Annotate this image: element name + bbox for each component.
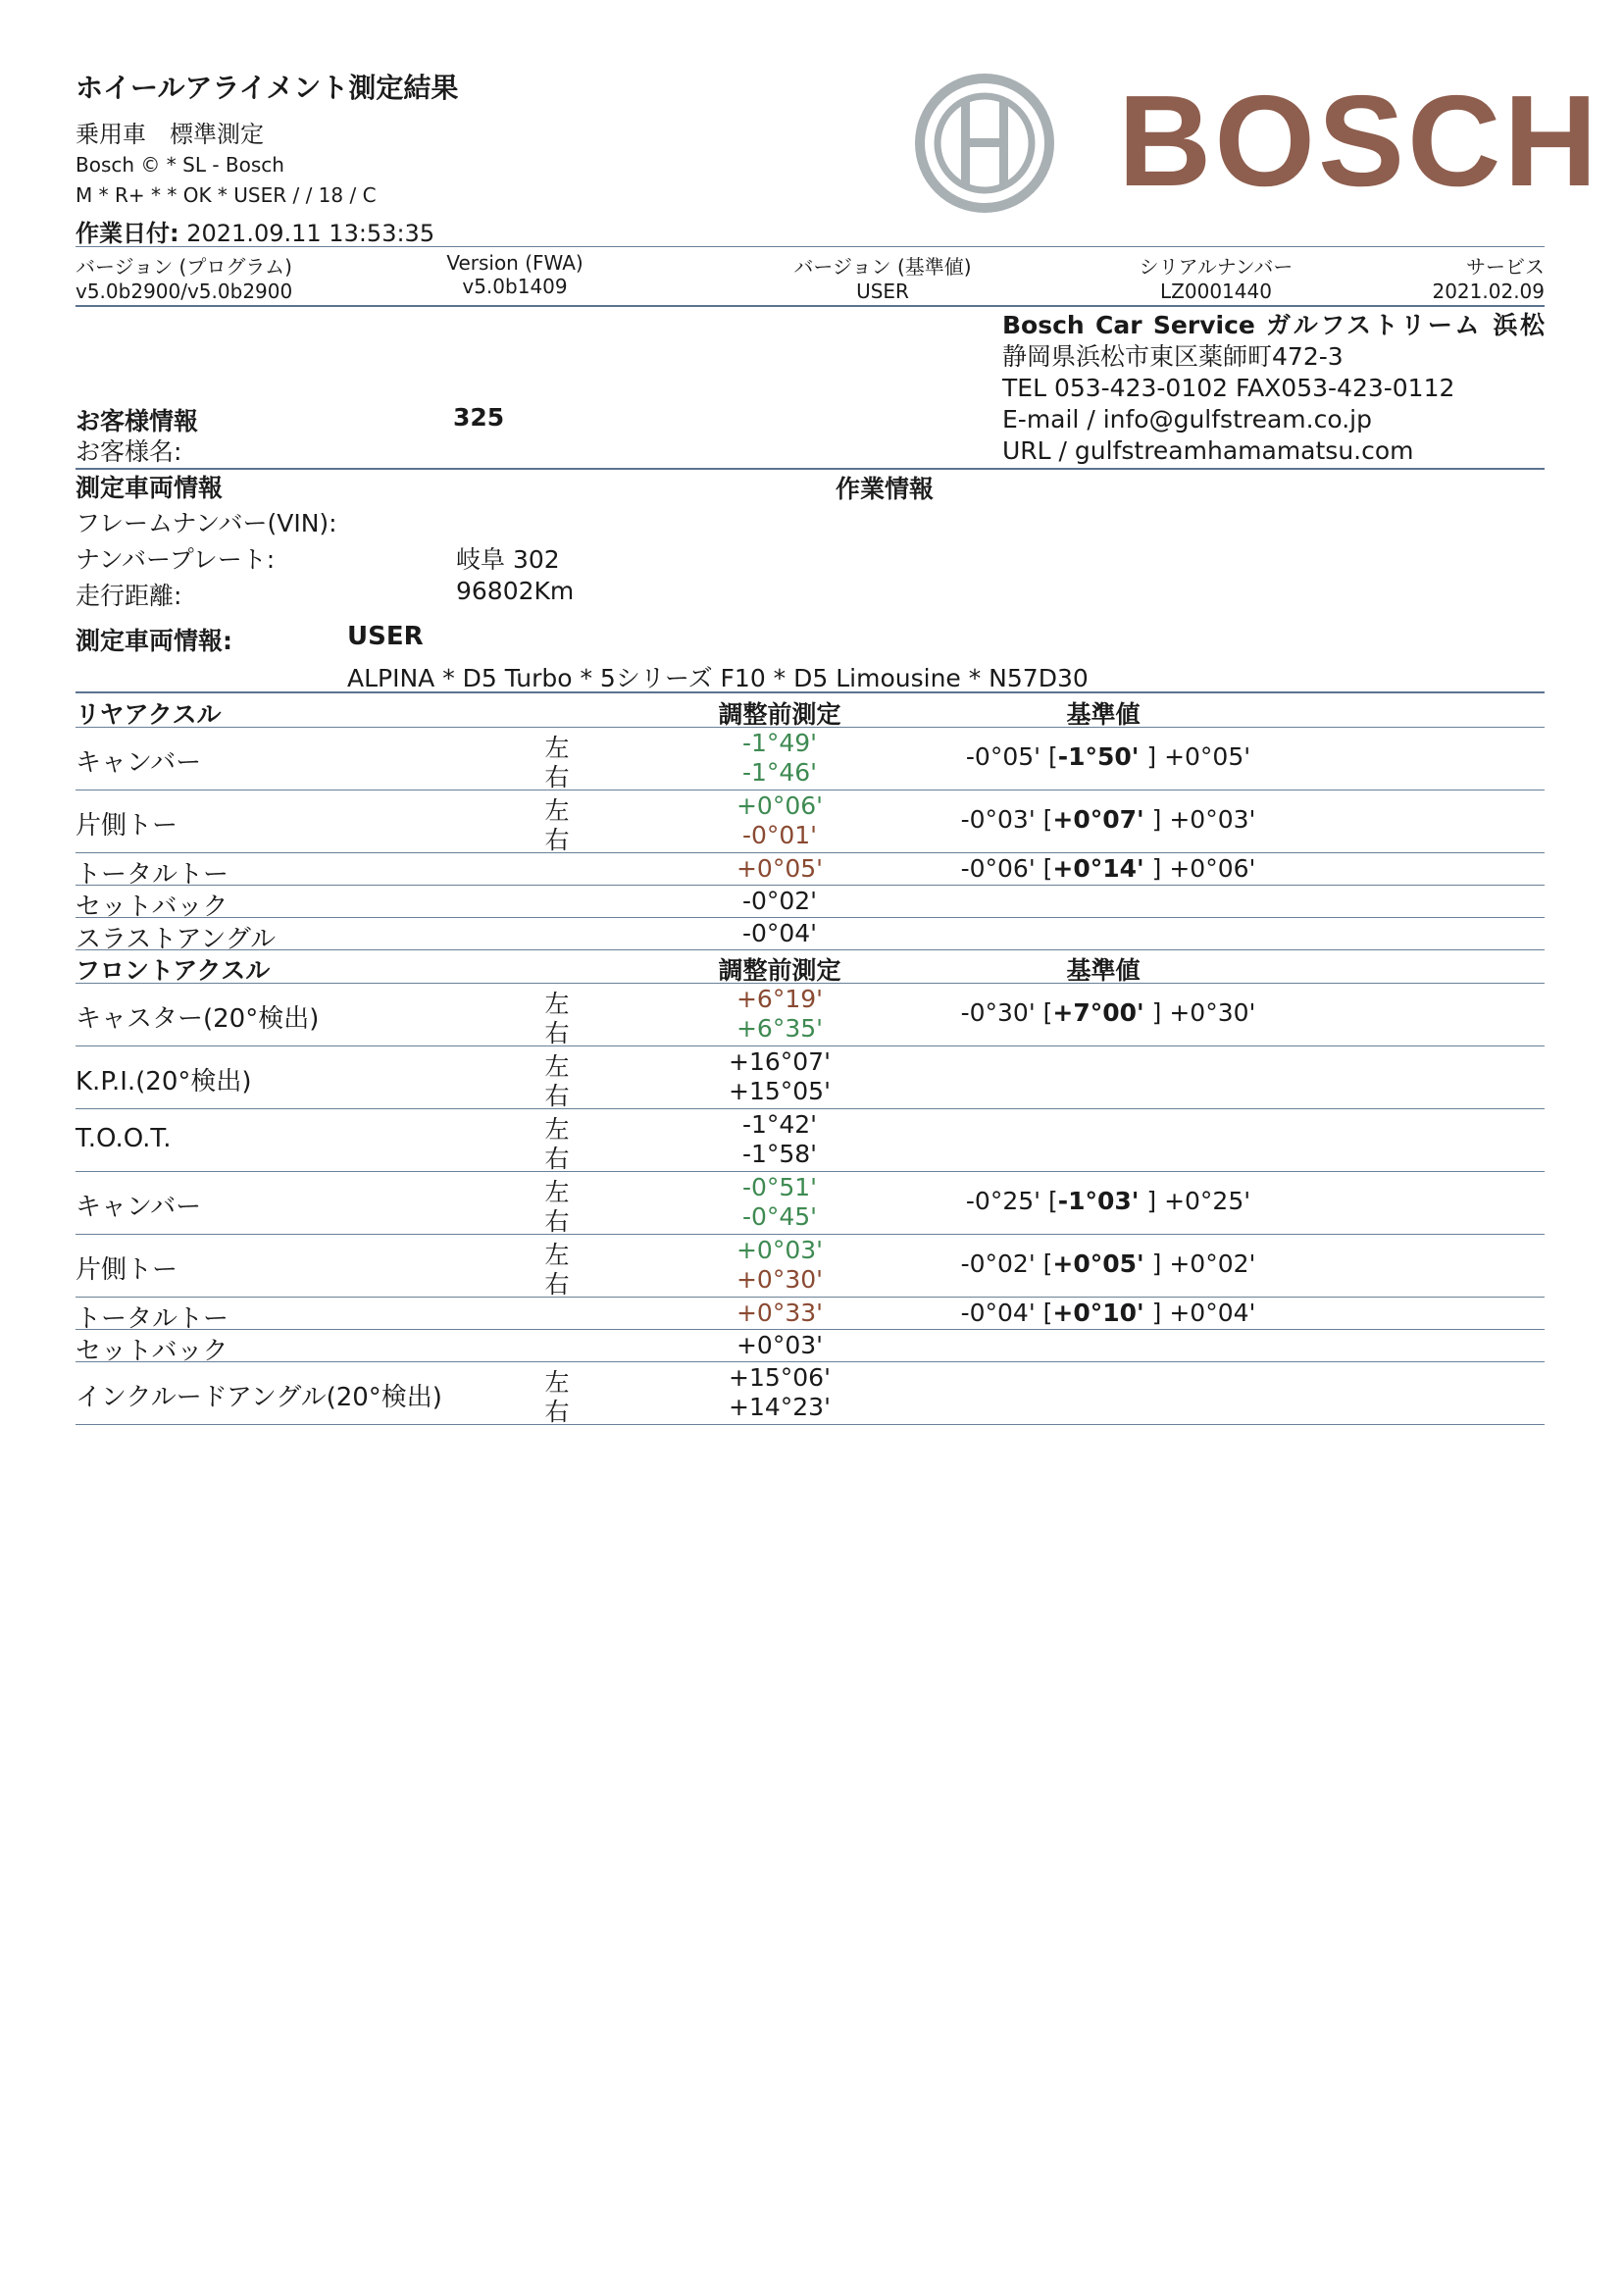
right-value: +14°23' — [729, 1393, 831, 1421]
vehicle-info-label: 測定車両情報: — [76, 627, 232, 655]
version-fwa-value: v5.0b1409 — [462, 275, 568, 298]
left-value: +16°07' — [729, 1047, 831, 1076]
customer-info-label: お客様情報 — [76, 407, 199, 435]
spec-max: ] +0°05' — [1139, 742, 1251, 771]
spec-min: -0°25' [ — [965, 1187, 1058, 1215]
header-line-1: Bosch © * SL - Bosch — [76, 153, 284, 177]
serial-number-value: LZ0001440 — [1160, 280, 1272, 303]
divider — [76, 1234, 1545, 1235]
mileage-value: 96802Km — [456, 577, 575, 605]
spec-min: -0°05' [ — [965, 742, 1058, 771]
front-axle-row-label: 片側トー — [76, 1255, 178, 1285]
shop-address: 静岡県浜松市東区薬師町472-3 — [1002, 342, 1344, 371]
rear-axle-row-label: 片側トー — [76, 811, 178, 841]
spec-nominal: +0°10' — [1052, 1299, 1144, 1327]
vehicle-info-value1: USER — [347, 622, 424, 651]
version-fwa — [412, 251, 618, 298]
right-value: +0°30' — [736, 1265, 824, 1294]
spec-max: ] +0°02' — [1143, 1249, 1256, 1278]
right-side-label: 右 — [544, 826, 570, 854]
spec-range — [922, 805, 1294, 834]
spec-range — [922, 1249, 1294, 1278]
version-spec-label: バージョン (基準値) — [793, 255, 972, 279]
divider — [76, 305, 1545, 307]
spec-min: -0°03' [ — [960, 805, 1053, 834]
spec-range — [922, 998, 1294, 1027]
work-date-value: 2021.09.11 13:53:35 — [186, 220, 435, 247]
divider — [76, 468, 1545, 470]
right-side-label: 右 — [544, 1082, 570, 1110]
left-value: +15°06' — [729, 1363, 831, 1392]
customer-info-value: 325 — [453, 403, 505, 432]
value: +0°03' — [736, 1331, 824, 1359]
divider — [76, 1329, 1545, 1330]
left-value: -1°42' — [741, 1110, 818, 1139]
left-value: +6°19' — [736, 985, 824, 1013]
left-side-label: 左 — [544, 1178, 570, 1206]
report-subtitle: 乗用車 標準測定 — [76, 121, 264, 148]
shop-name: Bosch Car Service ガルフストリーム 浜松 — [1002, 311, 1545, 339]
spec-range — [922, 742, 1294, 771]
version-spec — [765, 251, 1000, 303]
right-value: +6°35' — [736, 1014, 824, 1043]
front-axle-row-label: T.O.O.T. — [76, 1124, 172, 1153]
divider — [76, 1424, 1545, 1425]
right-side-label: 右 — [544, 1270, 570, 1299]
spec-nominal: -1°50' — [1057, 742, 1140, 771]
vehicle-section-label: 測定車両情報 — [76, 474, 224, 502]
right-side-label: 右 — [544, 1207, 570, 1236]
rear-axle-row-label: スラストアングル — [76, 925, 277, 954]
right-value: -0°01' — [741, 821, 818, 849]
rear-axle-row-label: セットバック — [76, 892, 228, 922]
left-side-label: 左 — [544, 990, 570, 1018]
divider — [76, 1361, 1545, 1362]
right-value: -1°58' — [741, 1140, 818, 1168]
left-side-label: 左 — [544, 1241, 570, 1269]
right-value: -0°45' — [741, 1202, 818, 1231]
value: -0°04' — [741, 919, 818, 947]
right-side-label: 右 — [544, 1019, 570, 1047]
spec-min: -0°30' [ — [960, 998, 1053, 1027]
version-fwa-label: Version (FWA) — [446, 251, 584, 275]
spec-max: ] +0°04' — [1143, 1299, 1256, 1327]
right-side-label: 右 — [544, 1145, 570, 1173]
divider — [76, 983, 1545, 984]
shop-info — [1002, 310, 1545, 467]
divider — [76, 852, 1545, 853]
front-axle-row-label: キャンバー — [76, 1193, 202, 1222]
spec-nominal: +7°00' — [1052, 998, 1144, 1027]
spec-nominal: +0°05' — [1052, 1249, 1144, 1278]
value: -0°02' — [741, 887, 818, 915]
right-side-label: 右 — [544, 763, 570, 791]
spec-nominal: -1°03' — [1057, 1187, 1140, 1215]
serial-number-label: シリアルナンバー — [1139, 255, 1294, 279]
version-program-label: バージョン (プログラム) — [76, 255, 292, 279]
value: +0°05' — [736, 854, 824, 883]
right-side-label: 右 — [544, 1398, 570, 1426]
mileage-label: 走行距離: — [76, 582, 182, 610]
spec-max: ] +0°30' — [1143, 998, 1256, 1027]
left-value: -0°51' — [741, 1173, 818, 1201]
version-spec-value: USER — [856, 280, 909, 303]
front-axle-title: フロントアクスル — [76, 956, 271, 985]
right-value: -1°46' — [741, 758, 818, 787]
divider — [76, 691, 1545, 693]
plate-label: ナンバープレート: — [76, 545, 276, 574]
front-axle-row-label: キャスター(20°検出) — [76, 1004, 320, 1034]
divider — [76, 917, 1545, 918]
spec-range — [922, 1299, 1294, 1327]
spec-min: -0°02' [ — [960, 1249, 1053, 1278]
value: +0°33' — [736, 1299, 824, 1327]
version-program — [76, 251, 292, 303]
customer-name-label: お客様名: — [76, 437, 182, 466]
divider — [76, 885, 1545, 886]
work-date-label: 作業日付: — [76, 220, 179, 247]
spec-min: -0°04' [ — [960, 1299, 1053, 1327]
spec-min: -0°06' [ — [960, 854, 1053, 883]
vehicle-info-value2: ALPINA * D5 Turbo * 5シリーズ F10 * D5 Limousine * N57D30 — [347, 664, 1089, 692]
bosch-logo-text: BOSCH — [1118, 69, 1600, 213]
shop-tel: TEL 053-423-0102 FAX053-423-0112 — [1002, 374, 1455, 402]
measure-column-header: 調整前測定 — [718, 956, 841, 985]
front-axle-row-label: セットバック — [76, 1337, 228, 1366]
version-program-value: v5.0b2900/v5.0b2900 — [76, 280, 293, 303]
left-side-label: 左 — [544, 1052, 570, 1081]
spec-range — [922, 1187, 1294, 1215]
shop-url: URL / gulfstreamhamamatsu.com — [1002, 436, 1414, 465]
service-date-value: 2021.02.09 — [1432, 280, 1545, 303]
right-value: +15°05' — [729, 1077, 831, 1105]
shop-email: E-mail / info@gulfstream.co.jp — [1002, 405, 1372, 433]
divider — [76, 1297, 1545, 1298]
left-side-label: 左 — [544, 1368, 570, 1397]
report-title: ホイールアライメント測定結果 — [76, 72, 459, 104]
divider — [76, 1045, 1545, 1046]
front-axle-row-label: トータルトー — [76, 1304, 229, 1334]
divider — [76, 1108, 1545, 1109]
serial-number — [1098, 251, 1334, 303]
spec-nominal: +0°07' — [1052, 805, 1144, 834]
rear-axle-row-label: トータルトー — [76, 860, 229, 890]
plate-value: 岐阜 302 — [456, 545, 560, 574]
divider — [76, 727, 1545, 728]
spec-range — [922, 854, 1294, 883]
left-side-label: 左 — [544, 1115, 570, 1144]
work-info-label: 作業情報 — [836, 475, 935, 503]
left-side-label: 左 — [544, 796, 570, 825]
spec-max: ] +0°06' — [1143, 854, 1256, 883]
spec-column-header: 基準値 — [1066, 700, 1141, 729]
front-axle-row-label: インクルードアングル(20°検出) — [76, 1383, 442, 1412]
rear-axle-row-label: キャンバー — [76, 748, 202, 778]
left-side-label: 左 — [544, 734, 570, 762]
left-value: -1°49' — [741, 729, 818, 757]
vin-label: フレームナンバー(VIN): — [76, 509, 337, 537]
service-date — [1353, 251, 1545, 303]
service-date-label: サービス — [1466, 255, 1545, 279]
spec-nominal: +0°14' — [1052, 854, 1144, 883]
bosch-armature-icon — [912, 71, 1057, 216]
work-date — [76, 214, 434, 248]
divider — [76, 246, 1545, 247]
divider — [76, 949, 1545, 950]
left-value: +0°06' — [736, 791, 824, 820]
divider — [76, 1171, 1545, 1172]
front-axle-row-label: K.P.I.(20°検出) — [76, 1067, 252, 1096]
header-line-2: M * R+ * * OK * USER / / 18 / C — [76, 183, 377, 207]
spec-column-header: 基準値 — [1066, 956, 1141, 985]
spec-max: ] +0°25' — [1139, 1187, 1251, 1215]
rear-axle-title: リヤアクスル — [76, 700, 222, 729]
left-value: +0°03' — [736, 1236, 824, 1264]
measure-column-header: 調整前測定 — [718, 700, 841, 729]
spec-max: ] +0°03' — [1143, 805, 1256, 834]
